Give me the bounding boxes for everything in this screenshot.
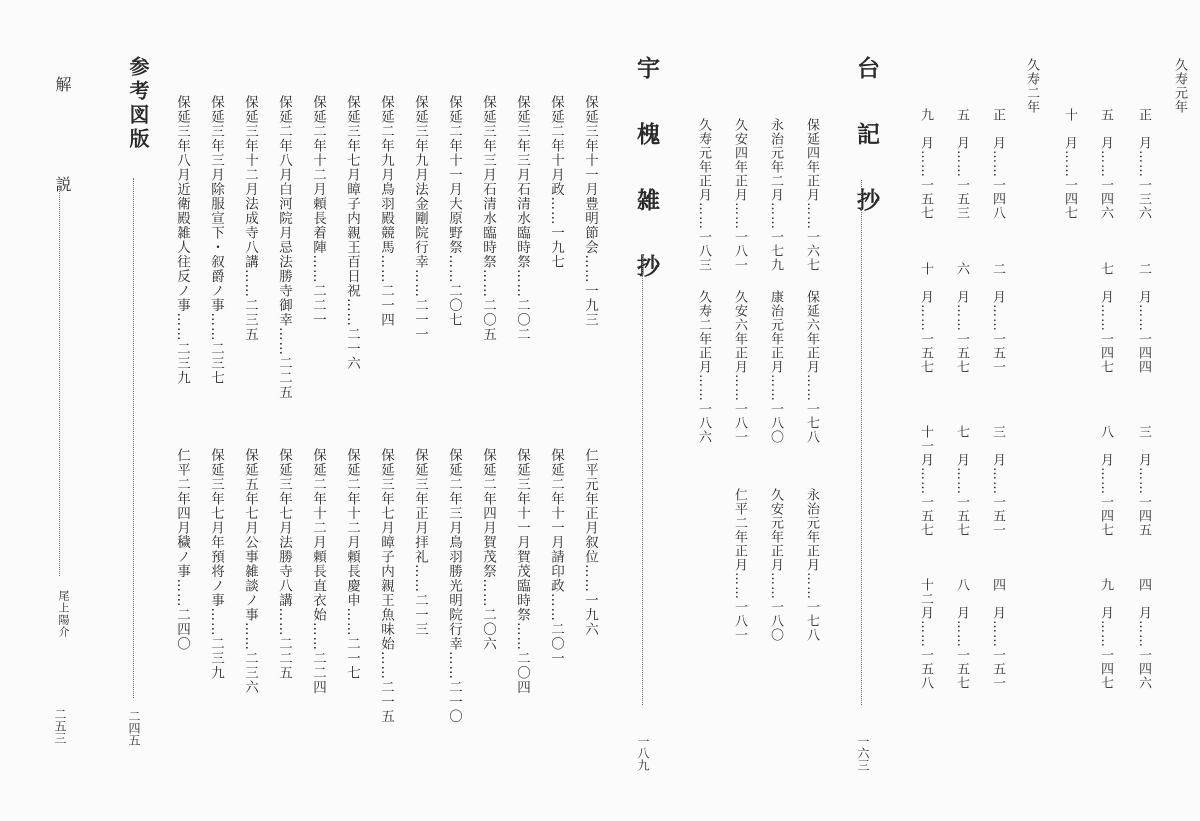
toc-entry: 永治元年二月……一七九 [768,118,783,272]
toc-entry: 七 月……一四七 [1098,262,1113,374]
leader-dots [133,178,134,698]
toc-entry: 保延三年七月暲子内親王百日祝……二一六 [344,95,360,371]
toc-entry: 保延二年十二月頼長慶申……二一七 [344,448,360,680]
toc-entry: 保延六年正月……一七八 [804,290,819,444]
toc-entry: 保延二年九月鳥羽殿競馬……二一四 [378,95,394,327]
page-number: 二五三 [53,708,67,744]
toc-entry: 保延三年七月法勝寺八講……二二五 [276,448,292,680]
toc-entry: 五 月……一四六 [1098,108,1113,220]
page-number: 一八九 [636,735,650,771]
toc-entry: 九 月……一五七 [918,108,933,220]
toc-entry: 八 月……一四七 [1098,425,1113,537]
toc-entry: 永治元年正月……一七八 [804,488,819,642]
toc-entry: 三 月……一四五 [1136,425,1151,537]
toc-entry: 二 月……一五一 [990,262,1005,374]
toc-entry: 保延三年七月暲子内親王魚味始……二一五 [378,448,394,724]
toc-entry: 久安四年正月……一八一 [732,118,747,272]
toc-entry: 保延五年七月公事雑談ノ事……二三六 [242,448,258,695]
toc-entry: 保延三年十一月賀茂臨時祭……二〇四 [514,448,530,695]
toc-entry: 五 月……一五三 [954,108,969,220]
toc-entry: 保延三年三月石清水臨時祭……二〇五 [480,95,496,342]
toc-entry: 保延二年三月鳥羽勝光明院行幸……二一〇 [446,448,462,724]
toc-entry: 保延二年四月賀茂祭……二〇六 [480,448,496,651]
section-heading-sanko: 参考図版 [126,56,150,152]
toc-entry: 仁平二年正月……一八一 [732,488,747,642]
toc-entry: 保延三年九月法金剛院行幸……二一一 [412,95,428,342]
year-title-kyuju-2: 久寿二年 [1024,58,1039,114]
toc-entry: 仁平元年正月叙位……一九六 [582,448,598,637]
toc-entry: 久寿元年正月……一八三 [696,118,711,272]
section-heading-ukai: 宇 槐 雑 抄 [633,56,660,287]
toc-entry: 正 月……一四八 [990,108,1005,220]
toc-entry: 久寿二年正月……一八六 [696,290,711,444]
toc-entry: 三 月……一五一 [990,425,1005,537]
toc-entry: 保延三年三月石清水臨時祭……二〇二 [514,95,530,342]
page-number: 一六三 [856,735,870,771]
toc-entry: 正 月……一三六 [1136,108,1151,220]
page-number: 二四五 [127,710,141,746]
section-heading-kaisetsu: 解 説 [53,76,72,226]
toc-entry: 四 月……一四六 [1136,578,1151,690]
toc-entry: 仁平二年四月穢ノ事……二四〇 [174,448,190,651]
toc-entry: 保延三年八月近衛殿雑人往反ノ事……二三九 [174,95,190,385]
toc-entry: 十一月……一五七 [918,425,933,537]
toc-entry: 保延二年十一月請印政……二〇一 [548,448,564,666]
toc-entry: 保延三年十二月法成寺八講……二三五 [242,95,258,342]
toc-entry: 久安元年正月……一八〇 [768,488,783,642]
toc-entry: 七 月……一五七 [954,425,969,537]
year-title-kyuju-1: 久寿元年 [1172,58,1187,114]
toc-entry: 四 月……一五一 [990,578,1005,690]
toc-entry: 六 月……一五七 [954,262,969,374]
toc-entry: 保延三年正月拝礼……二一三 [412,448,428,637]
leader-dots [861,180,862,705]
toc-entry: 九 月……一四七 [1098,578,1113,690]
author-name: 尾上陽介 [57,590,70,638]
toc-entry: 康治元年正月……一八〇 [768,290,783,444]
toc-entry: 保延四年正月……一六七 [804,118,819,272]
toc-entry: 保延二年十二月頼長直衣始……二二四 [310,448,326,695]
toc-entry: 十二月……一五八 [918,578,933,690]
toc-entry: 久安六年正月……一八一 [732,290,747,444]
toc-entry: 保延二年十二月頼長着陣……二二一 [310,95,326,327]
toc-entry: 保延三年七月年預将ノ事……二三九 [208,448,224,680]
leader-dots [642,255,643,705]
section-heading-daiki: 台 記 抄 [853,56,880,221]
toc-entry: 保延二年十一月大原野祭……二〇七 [446,95,462,327]
toc-entry: 保延三年三月除服宣下・叙爵ノ事……二三七 [208,95,224,385]
toc-entry: 二 月……一四四 [1136,262,1151,374]
leader-dots [59,178,60,576]
toc-entry: 保延二年十月政……一九七 [548,95,564,269]
toc-entry: 十 月……一五七 [918,262,933,374]
toc-entry: 八 月……一五七 [954,578,969,690]
toc-entry: 十 月……一四七 [1062,108,1077,220]
toc-entry: 保延三年十一月豊明節会……一九三 [582,95,598,327]
toc-entry: 保延二年八月白河院月忌法勝寺御幸……二二五 [276,95,292,400]
